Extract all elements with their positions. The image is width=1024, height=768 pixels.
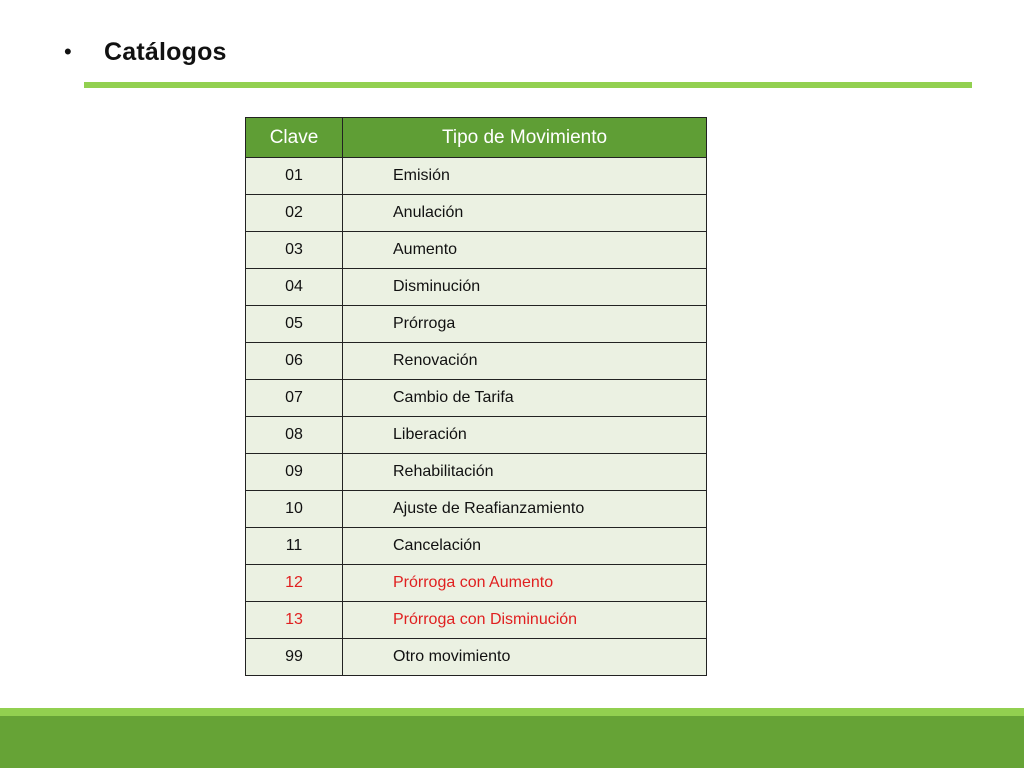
cell-clave: 05 (246, 306, 343, 343)
slide-title-row (64, 32, 227, 72)
cell-tipo: Prórroga con Aumento (343, 565, 707, 602)
cell-clave: 08 (246, 417, 343, 454)
table-row (246, 232, 707, 269)
bullet-icon: • (64, 39, 72, 64)
cell-clave: 04 (246, 269, 343, 306)
table-header-row (246, 118, 707, 158)
table-row (246, 195, 707, 232)
cell-tipo: Cancelación (343, 528, 707, 565)
table-row (246, 158, 707, 195)
cell-clave: 01 (246, 158, 343, 195)
footer-band-light (0, 708, 1024, 716)
table-row-highlighted (246, 565, 707, 602)
cell-clave: 09 (246, 454, 343, 491)
cell-tipo: Ajuste de Reafianzamiento (343, 491, 707, 528)
cell-tipo: Rehabilitación (343, 454, 707, 491)
cell-clave: 12 (246, 565, 343, 602)
cell-tipo: Renovación (343, 343, 707, 380)
footer-band-dark (0, 716, 1024, 768)
table-row (246, 343, 707, 380)
cell-tipo: Cambio de Tarifa (343, 380, 707, 417)
cell-tipo: Aumento (343, 232, 707, 269)
cell-tipo: Prórroga (343, 306, 707, 343)
header-clave: Clave (246, 118, 343, 158)
cell-tipo: Otro movimiento (343, 639, 707, 676)
cell-clave: 11 (246, 528, 343, 565)
catalog-table (245, 117, 707, 676)
table-row (246, 417, 707, 454)
cell-clave: 03 (246, 232, 343, 269)
table-row-highlighted (246, 602, 707, 639)
table-row (246, 491, 707, 528)
table-row (246, 380, 707, 417)
slide-title: Catálogos (104, 37, 227, 66)
cell-tipo: Liberación (343, 417, 707, 454)
title-underline (84, 82, 972, 88)
cell-tipo: Emisión (343, 158, 707, 195)
table-row (246, 639, 707, 676)
cell-clave: 02 (246, 195, 343, 232)
header-tipo-movimiento: Tipo de Movimiento (343, 118, 707, 158)
cell-tipo: Disminución (343, 269, 707, 306)
table-row (246, 528, 707, 565)
table-row (246, 269, 707, 306)
table-row (246, 454, 707, 491)
cell-clave: 10 (246, 491, 343, 528)
cell-clave: 07 (246, 380, 343, 417)
cell-clave: 06 (246, 343, 343, 380)
cell-tipo: Anulación (343, 195, 707, 232)
cell-tipo: Prórroga con Disminución (343, 602, 707, 639)
table-row (246, 306, 707, 343)
cell-clave: 99 (246, 639, 343, 676)
cell-clave: 13 (246, 602, 343, 639)
